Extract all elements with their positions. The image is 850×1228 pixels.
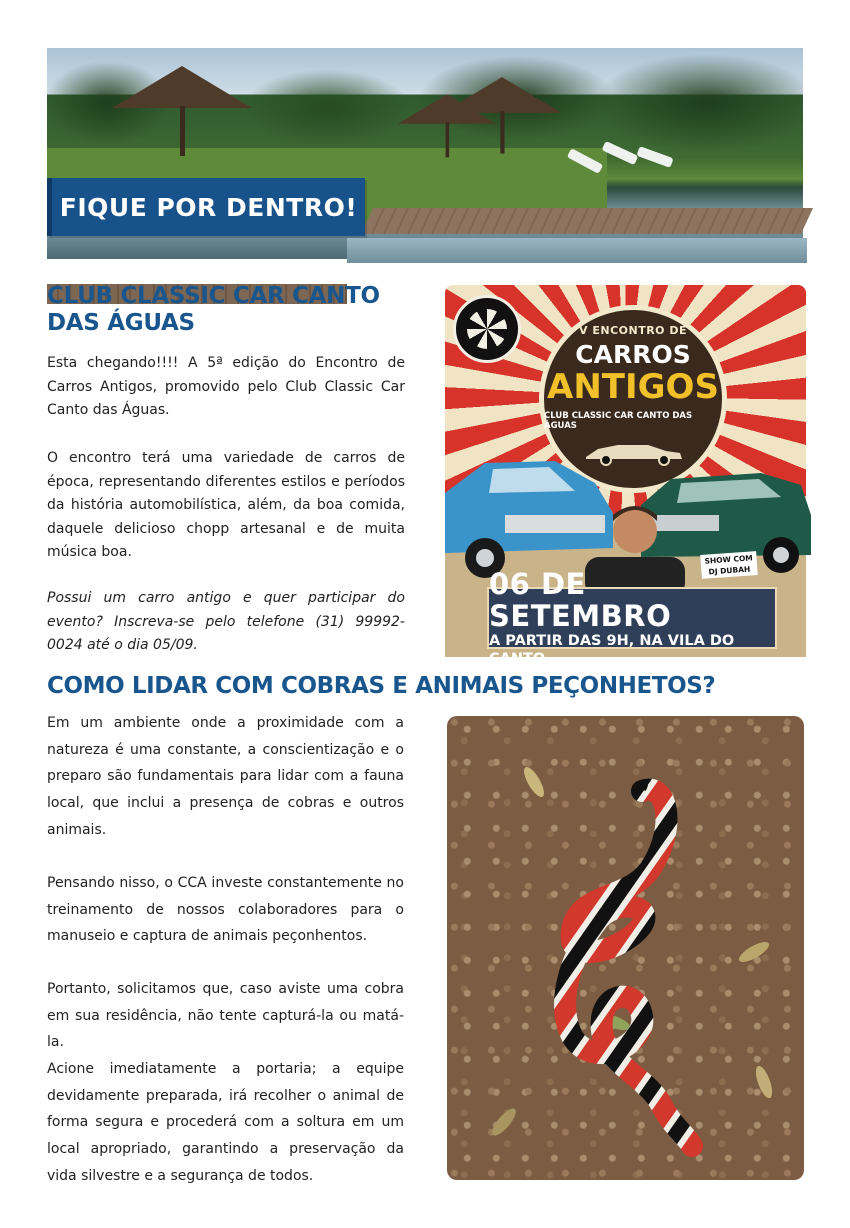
event-poster-carros-antigos bbox=[445, 285, 806, 667]
poster-carros: CARROS bbox=[575, 340, 691, 369]
banner-label: FIQUE POR DENTRO! bbox=[59, 192, 358, 222]
classic-club-logo-icon bbox=[453, 295, 521, 363]
hero-wooden-deck bbox=[361, 208, 813, 234]
poster-show-badge: SHOW COM DJ DUBAH bbox=[700, 551, 758, 579]
coral-snake bbox=[447, 716, 804, 1180]
poster-club-name: CLUB CLASSIC CAR CANTO DAS ÁGUAS bbox=[544, 411, 693, 431]
snakes-paragraph-2: Pensando nisso, o CCA investe constantemente no treinamento de nossos colaboradores para o manuseio e captura de animais peçonhentos. bbox=[47, 875, 404, 945]
classic-car-paragraph-1: Esta chegando!!!! A 5ª edição do Encontro de Carros Antigos, promovido pelo Club Classic Car Canto das Águas. bbox=[47, 355, 405, 418]
poster-edition: V ENCONTRO DE bbox=[579, 324, 687, 337]
snakes-paragraph-3: Portanto, solicitamos que, caso aviste uma cobra em sua residência, não tente capturá-la ou matá-la. bbox=[47, 981, 404, 1051]
poster-date-subtitle: A PARTIR DAS 9H, NA VILA DO CANTO bbox=[489, 633, 735, 667]
coral-snake-photo bbox=[447, 716, 804, 1180]
section-title-snakes: COMO LIDAR COM COBRAS E ANIMAIS PEÇONHETOS? bbox=[47, 673, 716, 699]
section-title-classic-car: CLUB CLASSIC CAR CANTO DAS ÁGUAS bbox=[47, 283, 380, 336]
classic-car-registration-note: Possui um carro antigo e quer participar do evento? Inscreva-se pelo telefone (31) 99992-0024 até o dia 05/09. bbox=[47, 590, 405, 653]
poster-date-box bbox=[487, 567, 777, 667]
snakes-paragraph-1: Em um ambiente onde a proximidade com a natureza é uma constante, a conscientização e o preparo são fundamentais para lidar com a fauna local, que inclui a presença de cobras e outros animais. bbox=[47, 715, 404, 838]
poster-antigos: ANTIGOS bbox=[547, 367, 719, 407]
poster-date: 06 DE SETEMBRO bbox=[489, 567, 672, 633]
snakes-paragraph-4: Acione imediatamente a portaria; a equipe devidamente preparada, irá recolher o animal de forma segura e procederá com a soltura em um local apropriado, garantindo a preservação da vida silvestre e a segurança de todos. bbox=[47, 1061, 404, 1184]
classic-car-paragraph-2: O encontro terá uma variedade de carros de época, representando diferentes estilos e períodos da história automobilística, além, da boa comida, daquele delicioso chopp artesanal e de muita música boa. bbox=[47, 450, 405, 560]
hero-thatched-kiosk bbox=[443, 77, 562, 113]
hero-lake bbox=[347, 238, 807, 263]
fique-por-dentro-banner bbox=[47, 178, 365, 236]
hero-thatched-kiosk bbox=[112, 66, 252, 108]
